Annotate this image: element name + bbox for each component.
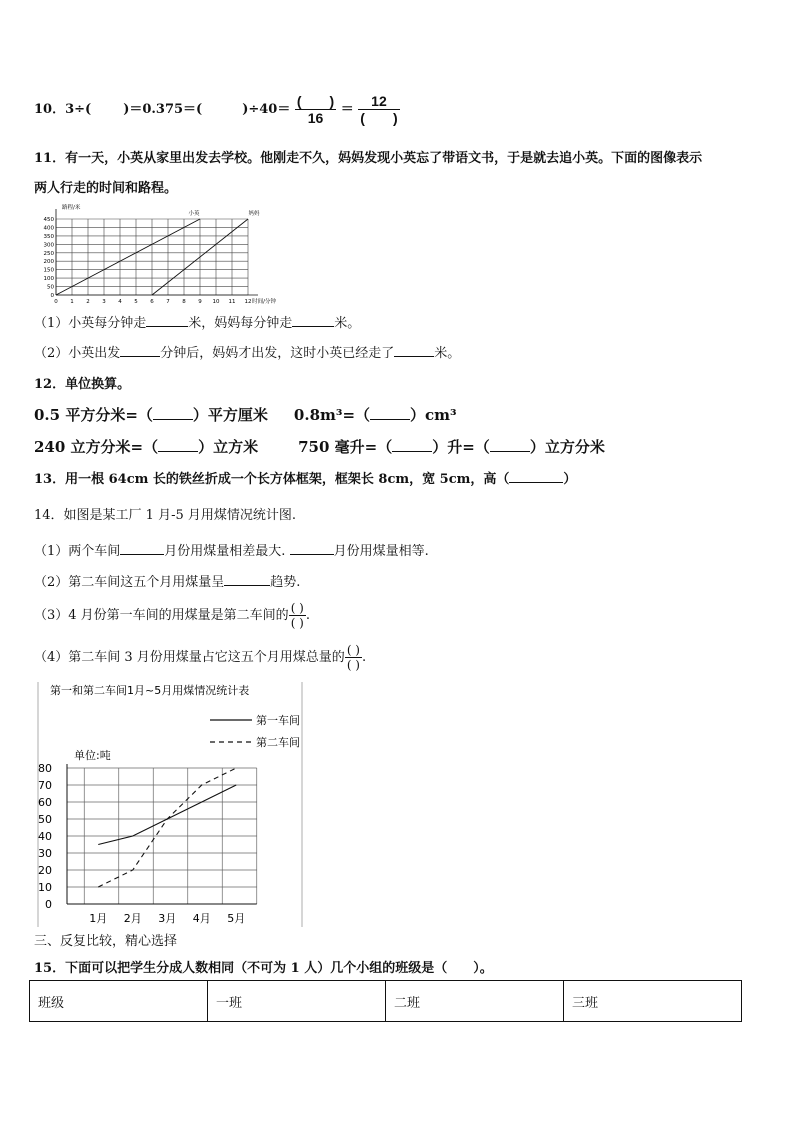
question-12-title: 12．单位换算。 (34, 377, 131, 392)
x-tick-label: 0 (54, 299, 58, 305)
y-tick-label: 300 (43, 242, 54, 249)
answer-blank[interactable] (394, 342, 434, 357)
answer-blank[interactable] (146, 312, 188, 327)
x-tick-label: 5 (134, 299, 138, 305)
question-11-line-1: 11．有一天，小英从家里出发去学校。他刚走不久，妈妈发现小英忘了带语文书，于是就去追小英。下面的图像表示 (34, 151, 703, 166)
question-15: 15．下面可以把学生分成人数相同（不可为 1 人）几个小组的班级是（ ）。 (34, 961, 493, 976)
x-tick-label: 9 (198, 299, 202, 305)
answer-blank[interactable] (509, 468, 563, 483)
y-tick-label: 80 (38, 762, 52, 775)
table-header-cell: 一班 (208, 981, 386, 1022)
y-axis-label: 路程/米 (62, 205, 81, 211)
series-label: 小英 (188, 211, 200, 217)
x-tick-label: 6 (150, 299, 154, 305)
answer-blank[interactable] (153, 405, 193, 420)
q10-prefix: 10．3÷( (34, 102, 92, 117)
y-tick-label: 400 (43, 225, 54, 232)
x-tick-label: 3 (102, 299, 106, 305)
x-tick-label: 1月 (89, 912, 108, 925)
x-tick-label: 1 (70, 299, 74, 305)
answer-blank[interactable] (120, 540, 164, 555)
chart-title: 第一和第二车间1月~5月用煤情况统计表 (50, 684, 250, 697)
x-tick-label: 3月 (158, 912, 177, 925)
y-tick-label: 50 (47, 284, 54, 291)
series-label: 妈妈 (248, 211, 260, 217)
x-tick-label: 10 (212, 299, 220, 305)
class-table (29, 980, 742, 1022)
q11-sub-2: （2）小英出发 分钟后，妈妈才出发，这时小英已经走了 米。 (34, 342, 460, 361)
x-tick-label: 11 (228, 299, 236, 305)
q14-sub-1: （1）两个车间 月份用煤量相差最大. 月份用煤量相等. (34, 540, 429, 559)
legend-label: 第一车间 (256, 714, 300, 727)
distance-time-chart (36, 201, 276, 305)
x-tick-label: 8 (182, 299, 186, 305)
question-11-line-2: 两人行走的时间和路程。 (34, 181, 178, 196)
table-header-cell: 三班 (564, 981, 742, 1022)
table-header-cell: 班级 (30, 981, 208, 1022)
x-tick-label: 4月 (192, 912, 211, 925)
y-tick-label: 450 (43, 217, 54, 223)
q14-sub-2: （2）第二车间这五个月用煤量呈 趋势. (34, 571, 300, 590)
q10-mid2: )÷40＝ (242, 102, 291, 117)
q10-mid1: )＝0.375＝( (123, 102, 203, 117)
y-tick-label: 10 (38, 881, 52, 894)
x-tick-label: 4 (118, 299, 122, 305)
x-tick-label: 2月 (123, 912, 142, 925)
answer-blank[interactable] (120, 342, 160, 357)
y-tick-label: 350 (43, 233, 54, 240)
y-tick-label: 40 (38, 830, 52, 843)
y-tick-label: 0 (45, 898, 52, 911)
q10-equals: ＝ (340, 102, 354, 117)
y-tick-label: 50 (38, 813, 52, 826)
x-tick-label: 7 (166, 299, 170, 305)
x-tick-label: 2 (86, 299, 90, 305)
answer-blank[interactable] (290, 540, 334, 555)
coal-usage-chart (30, 682, 305, 927)
y-tick-label: 150 (43, 267, 54, 274)
y-tick-label: 250 (43, 250, 54, 257)
answer-blank[interactable] (490, 437, 530, 452)
question-14-title: 14．如图是某工厂 1 月-5 月用煤情况统计图. (34, 508, 297, 523)
answer-fraction[interactable]: $\frac{( )}{( )}$ (290, 601, 304, 630)
y-tick-label: 70 (38, 779, 52, 792)
answer-blank[interactable] (224, 571, 270, 586)
answer-fraction[interactable]: $\frac{( )}{( )}$ (346, 643, 360, 672)
answer-blank[interactable] (158, 437, 198, 452)
y-tick-label: 0 (50, 293, 54, 299)
question-10 (34, 90, 400, 130)
answer-blank[interactable] (370, 405, 410, 420)
y-tick-label: 200 (43, 259, 54, 266)
q10-fraction-2: $\frac{12}{( )}$ (360, 93, 398, 126)
series-line (56, 219, 200, 295)
q10-fraction-1: $\frac{( )}{16}$ (296, 93, 335, 126)
q11-sub-1: （1）小英每分钟走 米，妈妈每分钟走 米。 (34, 312, 360, 331)
x-tick-label: 5月 (227, 912, 246, 925)
table-header-cell: 二班 (386, 981, 564, 1022)
y-axis-label: 单位:吨 (74, 749, 111, 762)
y-tick-label: 60 (38, 796, 52, 809)
q12-row-2: 240 立方分米=（ ）立方米 750 毫升=（ ）升=（ ）立方分米 (34, 438, 605, 456)
q12-row-1: 0.5 平方分米=（ ）平方厘米 0.8m³=（ ）cm³ (34, 406, 457, 424)
y-tick-label: 100 (43, 276, 54, 283)
table-row (30, 981, 742, 1022)
legend-label: 第二车间 (256, 736, 300, 749)
q14-sub-4: （4）第二车间 3 月份用煤量占它这五个月用煤总量的 $\frac{( )}{( )}$ . (34, 643, 367, 672)
q14-sub-3: （3）4 月份第一车间的用煤量是第二车间的 $\frac{( )}{( )}$ . (34, 601, 311, 630)
question-13: 13．用一根 64cm 长的铁丝折成一个长方体框架，框架长 8cm，宽 5cm，高（ ） (34, 468, 576, 487)
section-3-title: 三、反复比较，精心选择 (34, 934, 178, 949)
answer-blank[interactable] (292, 312, 334, 327)
answer-blank[interactable] (392, 437, 432, 452)
y-tick-label: 20 (38, 864, 52, 877)
x-axis-label: 时间/分钟 (252, 299, 276, 305)
x-tick-label: 12 (244, 299, 252, 305)
y-tick-label: 30 (38, 847, 52, 860)
